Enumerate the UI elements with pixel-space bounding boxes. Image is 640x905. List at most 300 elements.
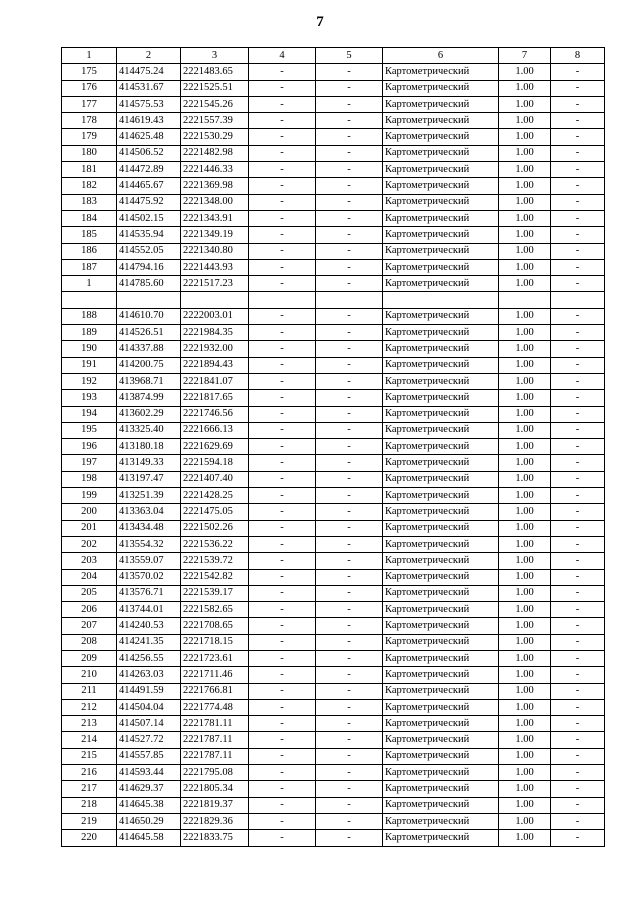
x-coordinate-cell: 413149.33 bbox=[117, 455, 181, 471]
y-coordinate-cell: 2221817.65 bbox=[181, 390, 249, 406]
point-number-cell: 204 bbox=[62, 569, 117, 585]
x-coordinate-cell: 414625.48 bbox=[117, 129, 181, 145]
y-coordinate-cell: 2221545.26 bbox=[181, 96, 249, 112]
column-8-cell: - bbox=[551, 797, 605, 813]
accuracy-cell: 1.00 bbox=[499, 406, 551, 422]
column-4-cell: - bbox=[249, 439, 316, 455]
accuracy-cell: 1.00 bbox=[499, 683, 551, 699]
method-cell: Картометрический bbox=[383, 210, 499, 226]
method-cell: Картометрический bbox=[383, 96, 499, 112]
y-coordinate-cell: 2221475.05 bbox=[181, 504, 249, 520]
point-number-cell: 195 bbox=[62, 422, 117, 438]
y-coordinate-cell: 2221443.93 bbox=[181, 259, 249, 275]
table-row bbox=[62, 422, 605, 438]
x-coordinate-cell: 413363.04 bbox=[117, 504, 181, 520]
column-8-cell: - bbox=[551, 602, 605, 618]
accuracy-cell: 1.00 bbox=[499, 80, 551, 96]
point-number-cell: 208 bbox=[62, 634, 117, 650]
accuracy-cell: 1.00 bbox=[499, 830, 551, 846]
column-8-cell: - bbox=[551, 748, 605, 764]
method-cell: Картометрический bbox=[383, 276, 499, 292]
method-cell: Картометрический bbox=[383, 553, 499, 569]
column-5-cell: - bbox=[316, 585, 383, 601]
column-5-cell: - bbox=[316, 488, 383, 504]
column-8-cell: - bbox=[551, 781, 605, 797]
table-row bbox=[62, 96, 605, 112]
column-5-cell: - bbox=[316, 716, 383, 732]
column-5-cell: - bbox=[316, 259, 383, 275]
x-coordinate-cell: 414593.44 bbox=[117, 765, 181, 781]
y-coordinate-cell: 2221787.11 bbox=[181, 748, 249, 764]
table-row bbox=[62, 716, 605, 732]
y-coordinate-cell: 2221805.34 bbox=[181, 781, 249, 797]
y-coordinate-cell: 2221781.11 bbox=[181, 716, 249, 732]
x-coordinate-cell: 413197.47 bbox=[117, 471, 181, 487]
table-row bbox=[62, 602, 605, 618]
page-number: 7 bbox=[316, 14, 324, 30]
column-8-cell: - bbox=[551, 585, 605, 601]
method-cell: Картометрический bbox=[383, 765, 499, 781]
table-row bbox=[62, 732, 605, 748]
x-coordinate-cell: 414475.92 bbox=[117, 194, 181, 210]
column-4-cell: - bbox=[249, 422, 316, 438]
column-5-cell: - bbox=[316, 64, 383, 80]
column-4-cell: - bbox=[249, 650, 316, 666]
column-8-cell: - bbox=[551, 813, 605, 829]
point-number-cell: 1 bbox=[62, 276, 117, 292]
x-coordinate-cell: 413554.32 bbox=[117, 536, 181, 552]
column-5-cell: - bbox=[316, 96, 383, 112]
table-row bbox=[62, 618, 605, 634]
method-cell: Картометрический bbox=[383, 797, 499, 813]
table-row bbox=[62, 683, 605, 699]
method-cell: Картометрический bbox=[383, 194, 499, 210]
column-4-cell: - bbox=[249, 210, 316, 226]
point-number-cell: 181 bbox=[62, 162, 117, 178]
column-4-cell: - bbox=[249, 830, 316, 846]
accuracy-cell: 1.00 bbox=[499, 308, 551, 324]
x-coordinate-cell: 414507.14 bbox=[117, 716, 181, 732]
x-coordinate-cell: 414465.67 bbox=[117, 178, 181, 194]
method-cell: Картометрический bbox=[383, 488, 499, 504]
column-4-cell: - bbox=[249, 162, 316, 178]
x-coordinate-cell: 414619.43 bbox=[117, 113, 181, 129]
point-number-cell: 175 bbox=[62, 64, 117, 80]
column-4-cell: - bbox=[249, 406, 316, 422]
point-number-cell: 213 bbox=[62, 716, 117, 732]
column-5-cell: - bbox=[316, 732, 383, 748]
column-8-cell: - bbox=[551, 471, 605, 487]
table-row bbox=[62, 341, 605, 357]
column-5-cell: - bbox=[316, 178, 383, 194]
accuracy-cell: 1.00 bbox=[499, 325, 551, 341]
column-8-cell: - bbox=[551, 357, 605, 373]
column-8-cell: - bbox=[551, 553, 605, 569]
column-5-cell: - bbox=[316, 618, 383, 634]
column-4-cell: - bbox=[249, 80, 316, 96]
column-8-cell: - bbox=[551, 80, 605, 96]
method-cell: Картометрический bbox=[383, 455, 499, 471]
column-8-cell: - bbox=[551, 373, 605, 389]
column-4-cell: - bbox=[249, 178, 316, 194]
column-header: 1 bbox=[62, 48, 117, 64]
column-8-cell: - bbox=[551, 732, 605, 748]
column-5-cell: - bbox=[316, 227, 383, 243]
column-8-cell: - bbox=[551, 64, 605, 80]
column-8-cell: - bbox=[551, 765, 605, 781]
column-5-cell: - bbox=[316, 553, 383, 569]
method-cell: Картометрический bbox=[383, 536, 499, 552]
column-8-cell: - bbox=[551, 194, 605, 210]
y-coordinate-cell: 2221542.82 bbox=[181, 569, 249, 585]
point-number-cell: 203 bbox=[62, 553, 117, 569]
column-8-cell: - bbox=[551, 683, 605, 699]
table-row bbox=[62, 194, 605, 210]
y-coordinate-cell: 2221629.69 bbox=[181, 439, 249, 455]
column-5-cell: - bbox=[316, 439, 383, 455]
method-cell: Картометрический bbox=[383, 569, 499, 585]
accuracy-cell: 1.00 bbox=[499, 488, 551, 504]
y-coordinate-cell: 2221708.65 bbox=[181, 618, 249, 634]
method-cell: Картометрический bbox=[383, 390, 499, 406]
point-number-cell: 191 bbox=[62, 357, 117, 373]
point-number-cell: 180 bbox=[62, 145, 117, 161]
method-cell: Картометрический bbox=[383, 585, 499, 601]
point-number-cell: 214 bbox=[62, 732, 117, 748]
column-8-cell: - bbox=[551, 308, 605, 324]
method-cell: Картометрический bbox=[383, 813, 499, 829]
method-cell: Картометрический bbox=[383, 634, 499, 650]
table-row bbox=[62, 765, 605, 781]
accuracy-cell: 1.00 bbox=[499, 732, 551, 748]
accuracy-cell: 1.00 bbox=[499, 276, 551, 292]
y-coordinate-cell: 2221340.80 bbox=[181, 243, 249, 259]
column-4-cell: - bbox=[249, 553, 316, 569]
column-8-cell: - bbox=[551, 488, 605, 504]
column-5-cell: - bbox=[316, 390, 383, 406]
accuracy-cell bbox=[499, 292, 551, 308]
table-row bbox=[62, 585, 605, 601]
x-coordinate-cell: 414504.04 bbox=[117, 699, 181, 715]
table-row bbox=[62, 781, 605, 797]
table-row bbox=[62, 325, 605, 341]
point-number-cell: 193 bbox=[62, 390, 117, 406]
method-cell: Картометрический bbox=[383, 178, 499, 194]
table-row bbox=[62, 210, 605, 226]
column-5-cell: - bbox=[316, 699, 383, 715]
y-coordinate-cell: 2221407.40 bbox=[181, 471, 249, 487]
accuracy-cell: 1.00 bbox=[499, 178, 551, 194]
column-5-cell: - bbox=[316, 308, 383, 324]
column-4-cell: - bbox=[249, 96, 316, 112]
x-coordinate-cell: 414794.16 bbox=[117, 259, 181, 275]
column-8-cell: - bbox=[551, 455, 605, 471]
column-4-cell bbox=[249, 292, 316, 308]
method-cell: Картометрический bbox=[383, 520, 499, 536]
method-cell: Картометрический bbox=[383, 471, 499, 487]
method-cell: Картометрический bbox=[383, 781, 499, 797]
column-5-cell bbox=[316, 292, 383, 308]
column-5-cell: - bbox=[316, 520, 383, 536]
column-4-cell: - bbox=[249, 585, 316, 601]
method-cell: Картометрический bbox=[383, 113, 499, 129]
column-8-cell: - bbox=[551, 390, 605, 406]
column-8-cell: - bbox=[551, 422, 605, 438]
accuracy-cell: 1.00 bbox=[499, 390, 551, 406]
column-header: 3 bbox=[181, 48, 249, 64]
accuracy-cell: 1.00 bbox=[499, 243, 551, 259]
y-coordinate-cell: 2221984.35 bbox=[181, 325, 249, 341]
column-4-cell: - bbox=[249, 194, 316, 210]
column-header: 8 bbox=[551, 48, 605, 64]
column-5-cell: - bbox=[316, 471, 383, 487]
column-8-cell: - bbox=[551, 227, 605, 243]
y-coordinate-cell: 2221833.75 bbox=[181, 830, 249, 846]
column-8-cell: - bbox=[551, 129, 605, 145]
x-coordinate-cell: 413325.40 bbox=[117, 422, 181, 438]
y-coordinate-cell: 2221829.36 bbox=[181, 813, 249, 829]
column-4-cell: - bbox=[249, 504, 316, 520]
column-5-cell: - bbox=[316, 797, 383, 813]
column-5-cell: - bbox=[316, 748, 383, 764]
column-8-cell: - bbox=[551, 145, 605, 161]
method-cell: Картометрический bbox=[383, 422, 499, 438]
column-8-cell: - bbox=[551, 259, 605, 275]
y-coordinate-cell: 2221428.25 bbox=[181, 488, 249, 504]
point-number-cell: 188 bbox=[62, 308, 117, 324]
point-number-cell: 215 bbox=[62, 748, 117, 764]
accuracy-cell: 1.00 bbox=[499, 813, 551, 829]
column-4-cell: - bbox=[249, 520, 316, 536]
point-number-cell: 177 bbox=[62, 96, 117, 112]
column-5-cell: - bbox=[316, 162, 383, 178]
table-row bbox=[62, 308, 605, 324]
method-cell: Картометрический bbox=[383, 373, 499, 389]
table-row bbox=[62, 699, 605, 715]
x-coordinate-cell: 413874.99 bbox=[117, 390, 181, 406]
x-coordinate-cell: 414506.52 bbox=[117, 145, 181, 161]
table-row bbox=[62, 569, 605, 585]
column-8-cell: - bbox=[551, 162, 605, 178]
table-row bbox=[62, 520, 605, 536]
column-8-cell: - bbox=[551, 276, 605, 292]
y-coordinate-cell: 2221502.26 bbox=[181, 520, 249, 536]
accuracy-cell: 1.00 bbox=[499, 373, 551, 389]
x-coordinate-cell: 414491.59 bbox=[117, 683, 181, 699]
x-coordinate-cell: 414610.70 bbox=[117, 308, 181, 324]
column-8-cell: - bbox=[551, 96, 605, 112]
point-number-cell: 205 bbox=[62, 585, 117, 601]
accuracy-cell: 1.00 bbox=[499, 781, 551, 797]
point-number-cell: 187 bbox=[62, 259, 117, 275]
x-coordinate-cell: 414629.37 bbox=[117, 781, 181, 797]
column-4-cell: - bbox=[249, 341, 316, 357]
method-cell: Картометрический bbox=[383, 145, 499, 161]
column-4-cell: - bbox=[249, 732, 316, 748]
x-coordinate-cell: 413180.18 bbox=[117, 439, 181, 455]
table-row bbox=[62, 455, 605, 471]
column-4-cell: - bbox=[249, 765, 316, 781]
column-4-cell: - bbox=[249, 276, 316, 292]
point-number-cell: 192 bbox=[62, 373, 117, 389]
accuracy-cell: 1.00 bbox=[499, 64, 551, 80]
accuracy-cell: 1.00 bbox=[499, 602, 551, 618]
column-8-cell: - bbox=[551, 439, 605, 455]
column-5-cell: - bbox=[316, 129, 383, 145]
table-row bbox=[62, 748, 605, 764]
column-5-cell: - bbox=[316, 373, 383, 389]
method-cell: Картометрический bbox=[383, 406, 499, 422]
table-row bbox=[62, 227, 605, 243]
point-number-cell: 209 bbox=[62, 650, 117, 666]
column-4-cell: - bbox=[249, 699, 316, 715]
method-cell: Картометрический bbox=[383, 439, 499, 455]
column-4-cell: - bbox=[249, 373, 316, 389]
y-coordinate-cell: 2221530.29 bbox=[181, 129, 249, 145]
accuracy-cell: 1.00 bbox=[499, 618, 551, 634]
table-row bbox=[62, 145, 605, 161]
column-8-cell: - bbox=[551, 210, 605, 226]
table-row bbox=[62, 64, 605, 80]
y-coordinate-cell: 2221446.33 bbox=[181, 162, 249, 178]
x-coordinate-cell: 414337.88 bbox=[117, 341, 181, 357]
column-4-cell: - bbox=[249, 129, 316, 145]
column-5-cell: - bbox=[316, 569, 383, 585]
table-row bbox=[62, 439, 605, 455]
method-cell: Картометрический bbox=[383, 650, 499, 666]
y-coordinate-cell: 2221539.17 bbox=[181, 585, 249, 601]
column-4-cell: - bbox=[249, 797, 316, 813]
table-row bbox=[62, 797, 605, 813]
column-4-cell: - bbox=[249, 259, 316, 275]
column-8-cell: - bbox=[551, 667, 605, 683]
x-coordinate-cell: 414527.72 bbox=[117, 732, 181, 748]
table-row bbox=[62, 390, 605, 406]
column-5-cell: - bbox=[316, 422, 383, 438]
point-number-cell: 201 bbox=[62, 520, 117, 536]
point-number-cell: 183 bbox=[62, 194, 117, 210]
table-row bbox=[62, 504, 605, 520]
column-5-cell: - bbox=[316, 650, 383, 666]
y-coordinate-cell: 2221557.39 bbox=[181, 113, 249, 129]
accuracy-cell: 1.00 bbox=[499, 569, 551, 585]
table-row bbox=[62, 113, 605, 129]
y-coordinate-cell: 2221795.08 bbox=[181, 765, 249, 781]
y-coordinate-cell: 2221819.37 bbox=[181, 797, 249, 813]
y-coordinate-cell: 2221539.72 bbox=[181, 553, 249, 569]
table-row bbox=[62, 667, 605, 683]
accuracy-cell: 1.00 bbox=[499, 667, 551, 683]
y-coordinate-cell: 2221894.43 bbox=[181, 357, 249, 373]
column-5-cell: - bbox=[316, 683, 383, 699]
x-coordinate-cell bbox=[117, 292, 181, 308]
column-5-cell: - bbox=[316, 243, 383, 259]
method-cell: Картометрический bbox=[383, 699, 499, 715]
accuracy-cell: 1.00 bbox=[499, 96, 551, 112]
table-row bbox=[62, 813, 605, 829]
x-coordinate-cell: 413251.39 bbox=[117, 488, 181, 504]
x-coordinate-cell: 414650.29 bbox=[117, 813, 181, 829]
accuracy-cell: 1.00 bbox=[499, 194, 551, 210]
table-row bbox=[62, 830, 605, 846]
point-number-cell: 194 bbox=[62, 406, 117, 422]
x-coordinate-cell: 414241.35 bbox=[117, 634, 181, 650]
accuracy-cell: 1.00 bbox=[499, 716, 551, 732]
accuracy-cell: 1.00 bbox=[499, 357, 551, 373]
y-coordinate-cell: 2221582.65 bbox=[181, 602, 249, 618]
column-5-cell: - bbox=[316, 765, 383, 781]
point-number-cell: 200 bbox=[62, 504, 117, 520]
point-number-cell: 179 bbox=[62, 129, 117, 145]
y-coordinate-cell: 2221718.15 bbox=[181, 634, 249, 650]
method-cell: Картометрический bbox=[383, 325, 499, 341]
column-5-cell: - bbox=[316, 341, 383, 357]
accuracy-cell: 1.00 bbox=[499, 113, 551, 129]
accuracy-cell: 1.00 bbox=[499, 145, 551, 161]
column-5-cell: - bbox=[316, 781, 383, 797]
table-row bbox=[62, 178, 605, 194]
accuracy-cell: 1.00 bbox=[499, 210, 551, 226]
table-row bbox=[62, 634, 605, 650]
y-coordinate-cell: 2221766.81 bbox=[181, 683, 249, 699]
x-coordinate-cell: 414475.24 bbox=[117, 64, 181, 80]
table-row bbox=[62, 129, 605, 145]
x-coordinate-cell: 414200.75 bbox=[117, 357, 181, 373]
method-cell: Картометрический bbox=[383, 748, 499, 764]
x-coordinate-cell: 413744.01 bbox=[117, 602, 181, 618]
column-5-cell: - bbox=[316, 813, 383, 829]
y-coordinate-cell: 2221711.46 bbox=[181, 667, 249, 683]
column-5-cell: - bbox=[316, 276, 383, 292]
column-5-cell: - bbox=[316, 536, 383, 552]
method-cell: Картометрический bbox=[383, 227, 499, 243]
x-coordinate-cell: 414645.58 bbox=[117, 830, 181, 846]
point-number-cell: 190 bbox=[62, 341, 117, 357]
table-row bbox=[62, 471, 605, 487]
accuracy-cell: 1.00 bbox=[499, 162, 551, 178]
table-row bbox=[62, 292, 605, 308]
x-coordinate-cell: 414785.60 bbox=[117, 276, 181, 292]
point-number-cell: 220 bbox=[62, 830, 117, 846]
accuracy-cell: 1.00 bbox=[499, 439, 551, 455]
point-number-cell: 199 bbox=[62, 488, 117, 504]
method-cell: Картометрический bbox=[383, 308, 499, 324]
accuracy-cell: 1.00 bbox=[499, 634, 551, 650]
x-coordinate-cell: 414256.55 bbox=[117, 650, 181, 666]
column-8-cell: - bbox=[551, 634, 605, 650]
table-row bbox=[62, 243, 605, 259]
accuracy-cell: 1.00 bbox=[499, 585, 551, 601]
point-number-cell: 197 bbox=[62, 455, 117, 471]
column-8-cell: - bbox=[551, 569, 605, 585]
x-coordinate-cell: 413434.48 bbox=[117, 520, 181, 536]
accuracy-cell: 1.00 bbox=[499, 341, 551, 357]
accuracy-cell: 1.00 bbox=[499, 650, 551, 666]
table-row bbox=[62, 259, 605, 275]
y-coordinate-cell: 2221343.91 bbox=[181, 210, 249, 226]
point-number-cell: 196 bbox=[62, 439, 117, 455]
column-5-cell: - bbox=[316, 667, 383, 683]
y-coordinate-cell: 2221369.98 bbox=[181, 178, 249, 194]
coordinates-table bbox=[61, 47, 605, 847]
accuracy-cell: 1.00 bbox=[499, 129, 551, 145]
column-4-cell: - bbox=[249, 716, 316, 732]
table-row bbox=[62, 162, 605, 178]
y-coordinate-cell: 2221536.22 bbox=[181, 536, 249, 552]
point-number-cell: 198 bbox=[62, 471, 117, 487]
column-4-cell: - bbox=[249, 488, 316, 504]
x-coordinate-cell: 414557.85 bbox=[117, 748, 181, 764]
